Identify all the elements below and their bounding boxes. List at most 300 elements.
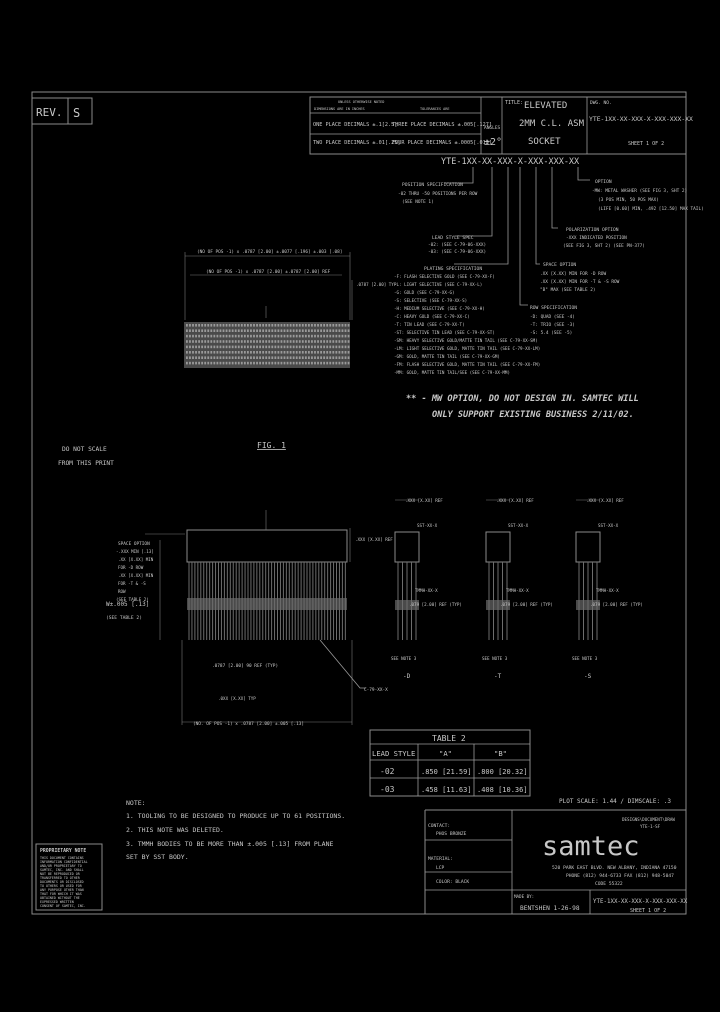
contact-cell bbox=[207, 362, 209, 365]
note-3: 3. TMMH BODIES TO BE MORE THAN ±.005 [.13] FROM PLANE bbox=[126, 840, 334, 848]
contact-cell bbox=[265, 324, 267, 327]
contact-cell bbox=[293, 346, 295, 349]
contact-cell bbox=[299, 346, 301, 349]
space-option-line-3: "B" MAX (SEE TABLE 2) bbox=[540, 288, 596, 293]
contact-cell bbox=[326, 362, 328, 365]
contact-cell bbox=[314, 340, 316, 343]
contact-cell bbox=[204, 340, 206, 343]
contact-cell bbox=[262, 351, 264, 354]
side-bottom-dim: (NO. OF POS -1) x .0787 [2.00] ±.005 [.13] bbox=[193, 722, 305, 727]
contact-cell bbox=[250, 351, 252, 354]
contact-cell bbox=[308, 362, 310, 365]
contact-cell bbox=[226, 346, 228, 349]
contact-cell bbox=[192, 351, 194, 354]
notes bbox=[126, 799, 345, 861]
proprietary-line-12: EXPRESSED WRITTEN bbox=[40, 900, 74, 904]
table-2-r2-lead: -03 bbox=[380, 785, 395, 794]
contact-cell bbox=[311, 351, 313, 354]
plating-line-7: -T: TIN LEAD (SEE C-79-XX-T) bbox=[394, 322, 465, 327]
contact-cell bbox=[201, 329, 203, 332]
row-view-tail: TMMH-XX-X bbox=[415, 588, 438, 593]
contact-cell bbox=[345, 351, 347, 354]
contact-cell bbox=[299, 340, 301, 343]
contact-cell bbox=[271, 340, 273, 343]
contact-cell bbox=[189, 346, 191, 349]
space-line-6: ROW bbox=[118, 589, 126, 594]
plot-scale: PLOT SCALE: 1.44 / DIMSCALE: .3 bbox=[559, 798, 671, 805]
contact-cell bbox=[238, 324, 240, 327]
contact-cell bbox=[256, 356, 258, 359]
contact-cell bbox=[198, 340, 200, 343]
row-view-top-dim: .XXX [X.XX] REF bbox=[496, 498, 534, 503]
top-dim-3: .0787 [2.00] TYP bbox=[356, 282, 397, 287]
contact-cell bbox=[256, 351, 258, 354]
contact-cell bbox=[217, 351, 219, 354]
contact-cell bbox=[201, 335, 203, 338]
contact-cell bbox=[259, 335, 261, 338]
contact-cell bbox=[195, 329, 197, 332]
contact-cell bbox=[302, 356, 304, 359]
contact-cell bbox=[204, 362, 206, 365]
contact-cell bbox=[348, 329, 350, 332]
contact-cell bbox=[342, 351, 344, 354]
contact-cell bbox=[213, 356, 215, 359]
plating-line-6: -C: HEAVY GOLD (SEE C-79-XX-C) bbox=[394, 314, 470, 319]
space-line-7: (SEE TABLE 2) bbox=[116, 597, 149, 602]
option-line-2: (3 POS MIN, 50 POS MAX) bbox=[598, 198, 659, 203]
contact-cell bbox=[290, 356, 292, 359]
contact-cell bbox=[339, 346, 341, 349]
proprietary-line-8: TO OTHERS OR USED FOR bbox=[40, 884, 82, 888]
row-view-tail: TMMH-XX-X bbox=[506, 588, 529, 593]
contact-cell bbox=[201, 351, 203, 354]
position-spec bbox=[398, 182, 478, 205]
contact-cell bbox=[308, 351, 310, 354]
contact-cell bbox=[186, 346, 188, 349]
row-view bbox=[482, 498, 553, 680]
row-view-label: -T bbox=[494, 673, 502, 680]
contact-cell bbox=[302, 335, 304, 338]
contact-cell bbox=[290, 351, 292, 354]
do-not-scale-line-1: DO NOT SCALE bbox=[62, 446, 107, 453]
contact-cell bbox=[213, 362, 215, 365]
contact-cell bbox=[265, 329, 267, 332]
proprietary-line-11: OBTAINED WITHOUT THE bbox=[40, 896, 80, 900]
contact-cell bbox=[274, 351, 276, 354]
contact-cell bbox=[287, 324, 289, 327]
contact-cell bbox=[271, 324, 273, 327]
plating-line-12: -FM: FLASH SELECTIVE GOLD, MATTE TIN TAIL (SEE C-79-XX-FM) bbox=[394, 362, 541, 367]
contact-cell bbox=[186, 340, 188, 343]
contact-cell bbox=[302, 362, 304, 365]
top-dim-1: (NO OF POS -1) x .0787 [2.00] ±.0077 [.196] ±.003 [.08] bbox=[197, 250, 343, 255]
contact-cell bbox=[335, 329, 337, 332]
tol-label: TOLERANCES ARE bbox=[420, 107, 450, 111]
top-view bbox=[184, 249, 397, 368]
contact-cell bbox=[320, 362, 322, 365]
contact-cell bbox=[201, 346, 203, 349]
contact-cell bbox=[262, 335, 264, 338]
dwg-label: DWG. NO. bbox=[590, 101, 612, 106]
table-2-header-b: "B" bbox=[494, 749, 507, 758]
contact-cell bbox=[256, 346, 258, 349]
contact-cell bbox=[238, 335, 240, 338]
contact-cell bbox=[259, 362, 261, 365]
row-view-tail: TMMH-XX-X bbox=[596, 588, 619, 593]
contact-cell bbox=[314, 356, 316, 359]
contact-cell bbox=[213, 340, 215, 343]
contact-cell bbox=[189, 335, 191, 338]
contact-cell bbox=[250, 362, 252, 365]
contact-cell bbox=[195, 346, 197, 349]
contact-cell bbox=[332, 351, 334, 354]
rev-box bbox=[32, 98, 92, 124]
title-block bbox=[310, 97, 693, 154]
contact-cell bbox=[223, 362, 225, 365]
space-line-4: .XX [X.XX] MIN bbox=[118, 573, 154, 578]
contact-cell bbox=[332, 362, 334, 365]
row-view-note: SEE NOTE 3 bbox=[572, 656, 598, 661]
footer-sheet: SHEET 1 OF 2 bbox=[630, 908, 667, 914]
contact-cell bbox=[287, 351, 289, 354]
side-pitch: .0787 [2.00] 90 REF (TYP) bbox=[212, 664, 279, 669]
contact-cell bbox=[281, 329, 283, 332]
contact-cell bbox=[332, 346, 334, 349]
contact-cell bbox=[271, 362, 273, 365]
polarization-heading: POLARIZATION OPTION bbox=[566, 228, 619, 233]
contact-cell bbox=[247, 329, 249, 332]
contact-cell bbox=[207, 346, 209, 349]
contact-cell bbox=[345, 335, 347, 338]
contact-cell bbox=[235, 346, 237, 349]
contact-cell bbox=[210, 329, 212, 332]
space-line-2: .XX [X.XX] MIN bbox=[118, 557, 154, 562]
row-view bbox=[572, 498, 643, 680]
contact-cell bbox=[342, 335, 344, 338]
mw-note bbox=[406, 394, 639, 420]
note-2: 2. THIS NOTE WAS DELETED. bbox=[126, 826, 224, 834]
contact-cell bbox=[217, 340, 219, 343]
contact-cell bbox=[235, 356, 237, 359]
contact-cell bbox=[271, 335, 273, 338]
table-2 bbox=[370, 730, 530, 796]
contact-cell bbox=[213, 351, 215, 354]
option-line-1: -MW: METAL WASHER (SEE FIG 3, SHT 2) bbox=[592, 189, 688, 194]
contact-cell bbox=[210, 335, 212, 338]
contact-cell bbox=[232, 335, 234, 338]
contact-cell bbox=[311, 346, 313, 349]
contact-cell bbox=[305, 346, 307, 349]
contact-cell bbox=[250, 356, 252, 359]
contact-cell bbox=[238, 340, 240, 343]
samtec-block bbox=[542, 817, 677, 887]
contact-cell bbox=[302, 346, 304, 349]
contact-cell bbox=[335, 351, 337, 354]
contact-cell bbox=[299, 329, 301, 332]
contact-cell bbox=[262, 324, 264, 327]
contact-cell bbox=[332, 356, 334, 359]
contact-cell bbox=[198, 324, 200, 327]
contact-cell bbox=[223, 356, 225, 359]
side-post-ref: C-79-XX-X bbox=[364, 688, 388, 693]
title-line-2: 2MM C.L. ASM bbox=[519, 119, 585, 129]
contact-cell bbox=[235, 335, 237, 338]
contact-cell bbox=[186, 329, 188, 332]
fig-label: FIG. 1 bbox=[257, 441, 286, 450]
row-spec-line-3: -S: 5.4 (SEE -5) bbox=[530, 331, 573, 336]
space-option-line-2: .XX [X.XX] MIN FOR -T & -S ROW bbox=[540, 280, 620, 285]
tol-three-place: THREE PLACE DECIMALS ±.005[.127] bbox=[392, 122, 492, 128]
mw-note-line-1: ** - MW OPTION, DO NOT DESIGN IN. SAMTEC WILL bbox=[406, 394, 639, 404]
table-2-header-a: "A" bbox=[439, 749, 452, 758]
row-view-top-dim: .XXX [X.XX] REF bbox=[405, 498, 443, 503]
contact-cell bbox=[284, 329, 286, 332]
contact-cell bbox=[247, 335, 249, 338]
dims-in: DIMENSIONS ARE IN INCHES bbox=[314, 107, 365, 111]
contact-cell bbox=[299, 335, 301, 338]
contact-cell bbox=[281, 351, 283, 354]
contact-label: CONTACT: bbox=[428, 824, 451, 829]
contact-cell bbox=[290, 329, 292, 332]
polarization-line-2: (SEE FIG 3, SHT 2) (SEE PN-377) bbox=[563, 244, 645, 249]
contact-cell bbox=[235, 329, 237, 332]
contact-cell bbox=[317, 340, 319, 343]
contact-cell bbox=[213, 346, 215, 349]
contact-cell bbox=[339, 356, 341, 359]
tol-four-place: FOUR PLACE DECIMALS ±.0005[.013] bbox=[392, 140, 492, 146]
contact-cell bbox=[348, 324, 350, 327]
contact-cell bbox=[293, 324, 295, 327]
contact-cell bbox=[265, 356, 267, 359]
contact-cell bbox=[223, 346, 225, 349]
table-2-r2-a: .458 [11.63] bbox=[421, 786, 472, 794]
contact-cell bbox=[339, 324, 341, 327]
contact-cell bbox=[290, 324, 292, 327]
contact-cell bbox=[290, 362, 292, 365]
material-block bbox=[428, 823, 469, 885]
angles-value: ±2° bbox=[484, 137, 503, 148]
contact-cell bbox=[223, 340, 225, 343]
contact-cell bbox=[296, 346, 298, 349]
contact-cell bbox=[198, 356, 200, 359]
contact-cell bbox=[326, 356, 328, 359]
contact-cell bbox=[274, 335, 276, 338]
contact-cell bbox=[345, 362, 347, 365]
plating-line-2: -L: LIGHT SELECTIVE (SEE C-79-XX-L) bbox=[394, 282, 483, 287]
contact-cell bbox=[326, 335, 328, 338]
lead-style-line-2: -03: (SEE C-79-06-XXX) bbox=[428, 250, 487, 255]
contact-cell bbox=[195, 324, 197, 327]
contact-cell bbox=[238, 329, 240, 332]
contact-cell bbox=[247, 351, 249, 354]
row-view-top-dim: .XXX [X.XX] REF bbox=[586, 498, 624, 503]
contact-cell bbox=[308, 356, 310, 359]
contact-cell bbox=[186, 362, 188, 365]
contact-cell bbox=[305, 356, 307, 359]
contact-cell bbox=[229, 329, 231, 332]
proprietary-note bbox=[36, 844, 102, 910]
contact-cell bbox=[335, 362, 337, 365]
samtec-address-1: 520 PARK EAST BLVD. NEW ALBANY, INDIANA 47150 bbox=[552, 866, 677, 871]
contact-cell bbox=[241, 362, 243, 365]
notes-heading: NOTE: bbox=[126, 799, 146, 807]
contact-cell bbox=[238, 346, 240, 349]
contact-cell bbox=[244, 335, 246, 338]
dwg-number: YTE-1XX-XX-XXX-X-XXX-XXX-XX bbox=[589, 115, 693, 123]
contact-cell bbox=[259, 356, 261, 359]
contact-cell bbox=[339, 351, 341, 354]
contact-cell bbox=[287, 362, 289, 365]
table-2-r1-b: .800 [20.32] bbox=[477, 768, 528, 776]
plating-line-5: -H: MEDIUM SELECTIVE (SEE C-79-XX-H) bbox=[394, 306, 485, 311]
contact-cell bbox=[299, 351, 301, 354]
contact-cell bbox=[287, 329, 289, 332]
contact-cell bbox=[342, 340, 344, 343]
space-option-label: SPACE OPTION bbox=[118, 542, 150, 547]
contact-cell bbox=[198, 335, 200, 338]
contact-cell bbox=[305, 335, 307, 338]
w-sub: (SEE TABLE 2) bbox=[106, 616, 142, 621]
contact-cell bbox=[268, 346, 270, 349]
contact-cell bbox=[189, 329, 191, 332]
material-value-1: LCP bbox=[436, 866, 445, 871]
contact-cell bbox=[189, 324, 191, 327]
contact-cell bbox=[192, 346, 194, 349]
contact-cell bbox=[287, 340, 289, 343]
do-not-scale-line-2: FROM THIS PRINT bbox=[58, 460, 114, 467]
contact-cell bbox=[281, 340, 283, 343]
contact-cell bbox=[278, 329, 280, 332]
contact-cell bbox=[317, 351, 319, 354]
contact-cell bbox=[220, 340, 222, 343]
plating-heading: PLATING SPECIFICATION bbox=[424, 267, 483, 272]
contact-cell bbox=[308, 346, 310, 349]
contact-cell bbox=[223, 324, 225, 327]
contact-cell bbox=[268, 335, 270, 338]
contact-cell bbox=[284, 324, 286, 327]
contact-cell bbox=[311, 356, 313, 359]
contact-cell bbox=[244, 329, 246, 332]
contact-cell bbox=[265, 346, 267, 349]
contact-cell bbox=[189, 340, 191, 343]
contact-cell bbox=[232, 346, 234, 349]
contact-cell bbox=[259, 324, 261, 327]
contact-cell bbox=[302, 329, 304, 332]
contact-cell bbox=[220, 346, 222, 349]
contact-cell bbox=[290, 335, 292, 338]
option-heading: OPTION bbox=[595, 180, 612, 185]
contact-cell bbox=[320, 329, 322, 332]
contact-cell bbox=[296, 362, 298, 365]
contact-cell bbox=[229, 356, 231, 359]
contact-cell bbox=[244, 362, 246, 365]
contact-cell bbox=[293, 340, 295, 343]
contact-cell bbox=[186, 324, 188, 327]
contact-cell bbox=[253, 329, 255, 332]
angles-label: ANGLES bbox=[484, 126, 501, 131]
space-line-5: FOR -T & -S bbox=[118, 581, 146, 586]
side-pitch-2: .0XX [X.XX] TYP bbox=[218, 696, 256, 701]
contact-cell bbox=[265, 335, 267, 338]
contact-cell bbox=[192, 329, 194, 332]
contact-cell bbox=[226, 340, 228, 343]
contact-cell bbox=[268, 329, 270, 332]
contact-cell bbox=[210, 356, 212, 359]
contact-cell bbox=[241, 356, 243, 359]
contact-cell bbox=[332, 324, 334, 327]
contact-cell bbox=[320, 340, 322, 343]
contact-cell bbox=[213, 335, 215, 338]
contact-cell bbox=[339, 329, 341, 332]
contact-cell bbox=[235, 351, 237, 354]
contact-cell bbox=[274, 362, 276, 365]
contact-cell bbox=[293, 335, 295, 338]
plating-line-4: -S: SELECTIVE (SEE C-79-XX-S) bbox=[394, 298, 468, 303]
contact-cell bbox=[195, 335, 197, 338]
contact-cell bbox=[320, 351, 322, 354]
contact-cell bbox=[284, 346, 286, 349]
contact-cell bbox=[204, 356, 206, 359]
contact-cell bbox=[217, 346, 219, 349]
contact-cell bbox=[226, 324, 228, 327]
contact-cell bbox=[229, 346, 231, 349]
mw-option bbox=[592, 179, 704, 212]
table-2-r1-a: .850 [21.59] bbox=[421, 768, 472, 776]
option-line-3: (LIFE [0.60] MIN, .492 [12.50] MAX TAIL) bbox=[598, 207, 704, 212]
contact-cell bbox=[235, 362, 237, 365]
contact-cell bbox=[302, 324, 304, 327]
contact-cell bbox=[247, 340, 249, 343]
sheet-top: SHEET 1 OF 2 bbox=[628, 141, 665, 147]
contact-cell bbox=[195, 356, 197, 359]
contact-cell bbox=[287, 356, 289, 359]
contact-cell bbox=[213, 324, 215, 327]
contact-cell bbox=[308, 335, 310, 338]
contact-cell bbox=[281, 324, 283, 327]
tol-one-place: ONE PLACE DECIMALS ±.1[2.5] bbox=[313, 122, 398, 128]
contact-cell bbox=[284, 335, 286, 338]
contact-cell bbox=[256, 362, 258, 365]
samtec-code: CODE 55322 bbox=[595, 882, 623, 887]
contact-cell bbox=[265, 340, 267, 343]
contact-cell bbox=[348, 335, 350, 338]
contact-cell bbox=[189, 362, 191, 365]
contact-cell bbox=[278, 340, 280, 343]
contact-cell bbox=[268, 356, 270, 359]
contact-cell bbox=[278, 351, 280, 354]
space-option-heading: SPACE OPTION bbox=[543, 263, 577, 268]
contact-cell bbox=[317, 329, 319, 332]
contact-cell bbox=[220, 362, 222, 365]
contact-cell bbox=[217, 362, 219, 365]
contact-cell bbox=[314, 362, 316, 365]
row-view-note: SEE NOTE 3 bbox=[391, 656, 417, 661]
contact-cell bbox=[223, 335, 225, 338]
contact-cell bbox=[241, 351, 243, 354]
proprietary-heading: PROPRIETARY NOTE bbox=[40, 849, 87, 854]
contact-cell bbox=[323, 351, 325, 354]
plating-line-13: -MM: GOLD, MATTE TIN TAIL/SEE (SEE C-79-XX-MM) bbox=[394, 370, 510, 375]
contact-cell bbox=[345, 340, 347, 343]
contact-cell bbox=[296, 356, 298, 359]
contact-cell bbox=[198, 362, 200, 365]
contact-cell bbox=[250, 335, 252, 338]
contact-cell bbox=[278, 335, 280, 338]
row-view-part: SST-XX-X bbox=[417, 523, 438, 528]
tol-two-place: TWO PLACE DECIMALS ±.01[.25] bbox=[313, 140, 401, 146]
table-2-r2-b: .408 [10.36] bbox=[477, 786, 528, 794]
contact-cell bbox=[326, 329, 328, 332]
